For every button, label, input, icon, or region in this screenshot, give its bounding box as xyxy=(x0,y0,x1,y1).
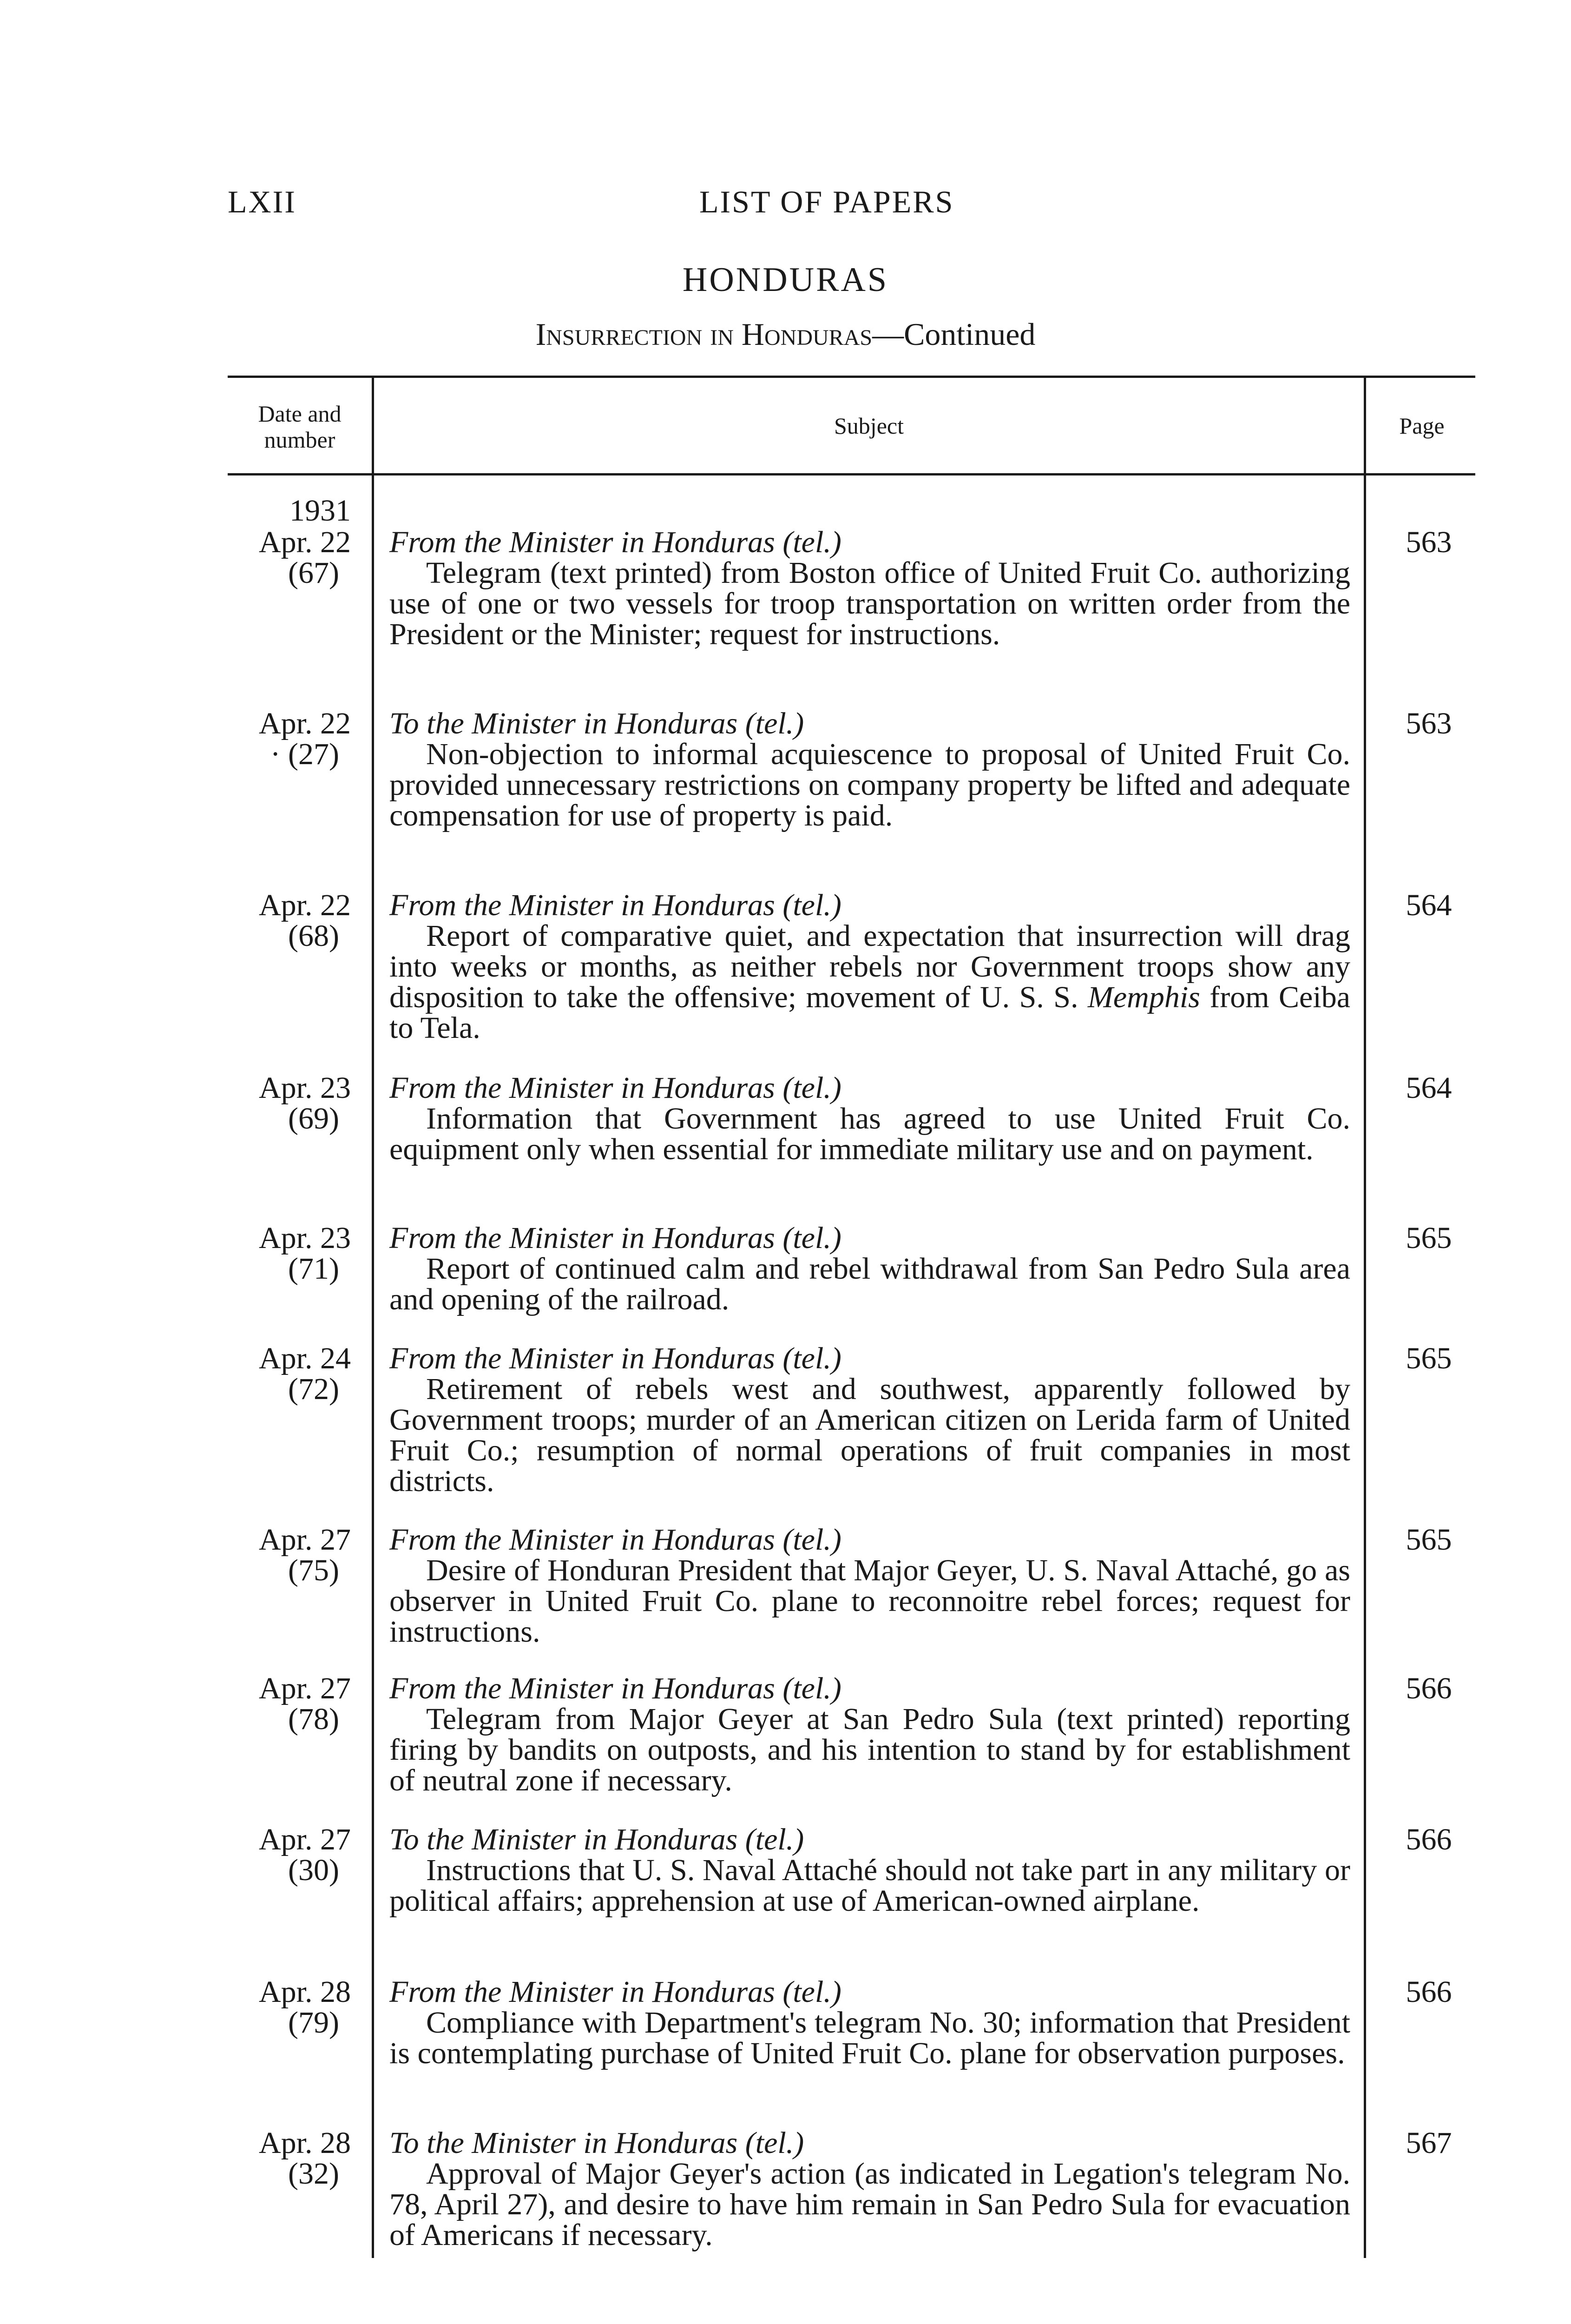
page-number: LXII xyxy=(228,184,296,219)
row-1-date: Apr. 22 xyxy=(259,525,351,559)
row-7-number: (75) xyxy=(288,1553,339,1587)
row-10-description: Compliance with Department's telegram No. 30; information that President is contemplating purchase of United Fruit Co. plane for observation purposes. xyxy=(389,2006,1350,2070)
row-11-description: Approval of Major Geyer's action (as indicated in Legation's telegram No. 78, April 27), and desire to have him remain in San Pedro Sula for evacuation of Americans if necessary. xyxy=(389,2157,1350,2252)
row-10-page: 566 xyxy=(1406,1975,1452,2009)
row-2-description: Non-objection to informal acquiescence to proposal of United Fruit Co. provided unnecessary restrictions on company property be lifted and adequate compensation for use of property is paid. xyxy=(389,737,1350,832)
row-3-page: 564 xyxy=(1406,888,1452,922)
row-11-from: To the Minister in Honduras (tel.) xyxy=(389,2126,804,2160)
row-3-date: Apr. 22 xyxy=(259,888,351,922)
row-7-date: Apr. 27 xyxy=(259,1523,351,1557)
row-3-number: (68) xyxy=(288,919,339,953)
row-1-from: From the Minister in Honduras (tel.) xyxy=(389,525,841,559)
row-7-page: 565 xyxy=(1406,1523,1452,1557)
row-4-number: (69) xyxy=(288,1102,339,1136)
row-9-subject xyxy=(389,1824,1350,1916)
column-header-date-line1: Date and xyxy=(258,401,342,427)
row-8-number: (78) xyxy=(288,1702,339,1736)
row-3-from: From the Minister in Honduras (tel.) xyxy=(389,888,841,922)
row-6-description: Retirement of rebels west and southwest, apparently followed by Government troops; murder of an American citizen on Lerida farm of United Fruit Co.; resumption of normal operations of fruit companies in most districts. xyxy=(389,1372,1350,1498)
row-5-description: Report of continued calm and rebel withdrawal from San Pedro Sula area and opening of the railroad. xyxy=(389,1252,1350,1316)
column-header-date xyxy=(228,401,372,453)
row-10-number: (79) xyxy=(288,2006,339,2040)
row-10-from: From the Minister in Honduras (tel.) xyxy=(389,1975,841,2009)
row-6-from: From the Minister in Honduras (tel.) xyxy=(389,1341,841,1375)
row-7-from: From the Minister in Honduras (tel.) xyxy=(389,1523,841,1557)
row-6-page: 565 xyxy=(1406,1341,1452,1375)
column-header-subject: Subject xyxy=(834,413,904,439)
column-divider-left xyxy=(372,376,374,2258)
year-label: 1931 xyxy=(289,494,351,528)
row-11-subject xyxy=(389,2128,1350,2251)
row-2-from: To the Minister in Honduras (tel.) xyxy=(389,706,804,740)
row-5-subject xyxy=(389,1223,1350,1315)
row-6-subject xyxy=(389,1343,1350,1497)
row-9-description: Instructions that U. S. Naval Attaché should not take part in any military or political affairs; apprehension at use of American-owned airplane. xyxy=(389,1853,1350,1918)
row-11-number: (32) xyxy=(288,2157,339,2191)
row-11-date: Apr. 28 xyxy=(259,2126,351,2160)
column-divider-right xyxy=(1364,376,1366,2258)
row-5-from: From the Minister in Honduras (tel.) xyxy=(389,1221,841,1255)
row-3-subject xyxy=(389,890,1350,1043)
row-10-subject xyxy=(389,1977,1350,2069)
row-8-date: Apr. 27 xyxy=(259,1671,351,1705)
row-9-page: 566 xyxy=(1406,1822,1452,1856)
row-2-subject xyxy=(389,708,1350,831)
row-4-description: Information that Government has agreed to use United Fruit Co. equipment only when essential for immediate military use and on payment. xyxy=(389,1102,1350,1166)
section-title-main: Insurrection in Honduras xyxy=(535,317,873,352)
running-title: LIST OF PAPERS xyxy=(699,184,954,219)
row-6-number: (72) xyxy=(288,1372,339,1406)
row-1-description: Telegram (text printed) from Boston office of United Fruit Co. authorizing use of one or two vessels for troop transportation on written order from the President or the Minister; request for instructions. xyxy=(389,556,1350,651)
row-4-from: From the Minister in Honduras (tel.) xyxy=(389,1071,841,1105)
row-4-subject xyxy=(389,1073,1350,1165)
header-bottom-rule xyxy=(228,473,1475,475)
row-2-page: 563 xyxy=(1406,706,1452,740)
row-8-subject xyxy=(389,1673,1350,1796)
row-4-date: Apr. 23 xyxy=(259,1071,351,1105)
row-7-subject xyxy=(389,1525,1350,1647)
row-10-date: Apr. 28 xyxy=(259,1975,351,2009)
row-9-number: (30) xyxy=(288,1853,339,1887)
row-8-description: Telegram from Major Geyer at San Pedro Sula (text printed) reporting firing by bandits on outposts, and his intention to stand by for establishment of neutral zone if necessary. xyxy=(389,1702,1350,1797)
row-8-from: From the Minister in Honduras (tel.) xyxy=(389,1671,841,1705)
row-1-number: (67) xyxy=(288,556,339,590)
row-2-date: Apr. 22 xyxy=(259,706,351,740)
row-4-page: 564 xyxy=(1406,1071,1452,1105)
row-9-date: Apr. 27 xyxy=(259,1822,351,1856)
row-1-page: 563 xyxy=(1406,525,1452,559)
ship-name: Memphis xyxy=(1087,980,1200,1014)
row-5-number: (71) xyxy=(288,1252,339,1286)
row-3-description: Report of comparative quiet, and expectation that insurrection will drag into weeks or months, as neither rebels nor Government troops show any disposition to take the offensive; movement of U. S. S. Memphis from Ceiba to Tela. xyxy=(389,919,1350,1045)
row-7-description: Desire of Honduran President that Major Geyer, U. S. Naval Attaché, go as observer in United Fruit Co. plane to reconnoitre rebel forces; request for instructions. xyxy=(389,1553,1350,1649)
row-11-page: 567 xyxy=(1406,2126,1452,2160)
column-header-date-line2: number xyxy=(264,427,335,453)
row-8-page: 566 xyxy=(1406,1671,1452,1705)
row-6-date: Apr. 24 xyxy=(259,1341,351,1375)
row-5-page: 565 xyxy=(1406,1221,1452,1255)
section-title xyxy=(0,316,1571,353)
row-5-date: Apr. 23 xyxy=(259,1221,351,1255)
section-title-suffix: —Continued xyxy=(872,317,1036,352)
row-1-subject xyxy=(389,527,1350,650)
column-header-page: Page xyxy=(1399,413,1445,439)
row-9-from: To the Minister in Honduras (tel.) xyxy=(389,1822,804,1856)
country-heading: HONDURAS xyxy=(682,261,889,299)
row-2-number: · (27) xyxy=(270,737,339,771)
table-top-rule xyxy=(228,376,1475,378)
